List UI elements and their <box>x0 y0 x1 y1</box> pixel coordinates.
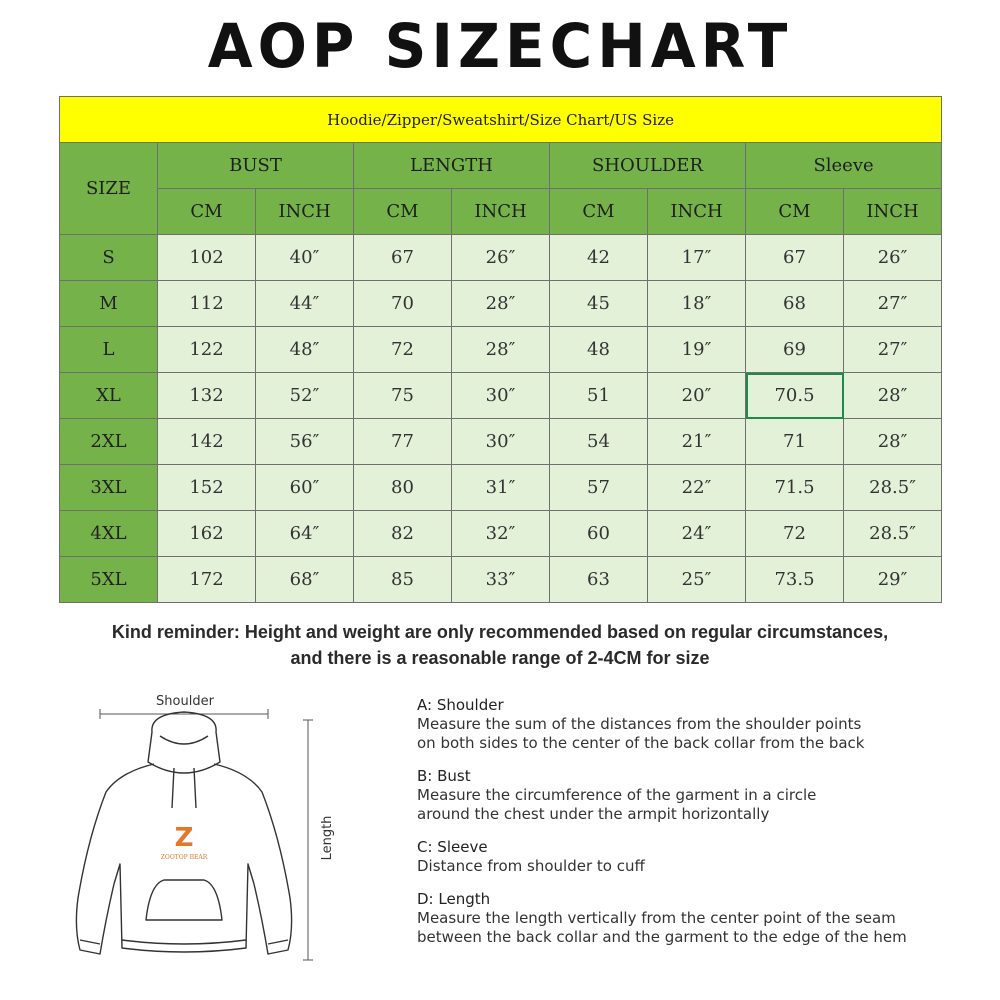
measure-description: Measure the length vertically from the center point of the seam between the back collar and the garment to the edge of the hem <box>417 909 907 946</box>
measure-description: Measure the circumference of the garment in a circle around the chest under the armpit horizontally <box>417 786 817 823</box>
size-cell: M <box>60 281 158 327</box>
shoulder-label: Shoulder <box>156 694 214 709</box>
table-cell[interactable]: 44″ <box>256 281 354 327</box>
table-cell[interactable]: 71.5 <box>746 465 844 511</box>
table-cell[interactable]: 32″ <box>452 511 550 557</box>
measure-heading: A: Shoulder <box>417 696 504 714</box>
unit-header: INCH <box>452 189 550 235</box>
length-label: Length <box>320 815 335 861</box>
table-cell[interactable]: 112 <box>158 281 256 327</box>
size-cell: L <box>60 327 158 373</box>
measure-bust <box>417 767 992 824</box>
table-cell[interactable]: 51 <box>550 373 648 419</box>
size-cell: 3XL <box>60 465 158 511</box>
group-header-bust: BUST <box>158 143 354 189</box>
table-cell[interactable]: 24″ <box>648 511 746 557</box>
unit-header: CM <box>746 189 844 235</box>
measure-sleeve <box>417 838 992 876</box>
size-cell: 4XL <box>60 511 158 557</box>
table-banner: Hoodie/Zipper/Sweatshirt/Size Chart/US Size <box>60 97 942 143</box>
table-cell[interactable]: 68″ <box>256 557 354 603</box>
table-row <box>60 465 942 511</box>
table-cell[interactable]: 30″ <box>452 419 550 465</box>
table-cell[interactable]: 30″ <box>452 373 550 419</box>
table-cell[interactable]: 75 <box>354 373 452 419</box>
table-cell[interactable]: 28″ <box>844 373 942 419</box>
table-cell[interactable]: 77 <box>354 419 452 465</box>
table-cell[interactable]: 40″ <box>256 235 354 281</box>
group-header-length: LENGTH <box>354 143 550 189</box>
size-cell: 2XL <box>60 419 158 465</box>
measure-shoulder <box>417 696 992 753</box>
table-cell[interactable]: 142 <box>158 419 256 465</box>
measure-heading: D: Length <box>417 890 491 908</box>
table-cell[interactable]: 28″ <box>844 419 942 465</box>
table-cell[interactable]: 26″ <box>452 235 550 281</box>
table-cell[interactable]: 70.5 <box>746 373 844 419</box>
table-cell[interactable]: 27″ <box>844 281 942 327</box>
table-cell[interactable]: 29″ <box>844 557 942 603</box>
measurement-guide <box>417 696 992 961</box>
unit-header: CM <box>158 189 256 235</box>
table-cell[interactable]: 172 <box>158 557 256 603</box>
table-cell[interactable]: 42 <box>550 235 648 281</box>
table-cell[interactable]: 70 <box>354 281 452 327</box>
table-cell[interactable]: 67 <box>354 235 452 281</box>
table-cell[interactable]: 48″ <box>256 327 354 373</box>
reminder-line-1: Kind reminder: Height and weight are only recommended based on regular circumstances, <box>111 622 889 642</box>
table-cell[interactable]: 21″ <box>648 419 746 465</box>
table-cell[interactable]: 28″ <box>452 281 550 327</box>
table-cell[interactable]: 57 <box>550 465 648 511</box>
measure-heading: B: Bust <box>417 767 471 785</box>
reminder-line-2: and there is a reasonable range of 2-4CM for size <box>290 648 710 668</box>
table-cell[interactable]: 122 <box>158 327 256 373</box>
size-cell: 5XL <box>60 557 158 603</box>
table-cell[interactable]: 69 <box>746 327 844 373</box>
size-cell: S <box>60 235 158 281</box>
measure-length <box>417 890 992 947</box>
kind-reminder <box>0 619 1000 671</box>
table-cell[interactable]: 48 <box>550 327 648 373</box>
table-cell[interactable]: 67 <box>746 235 844 281</box>
shoulder-measure-line <box>100 709 268 719</box>
table-cell[interactable]: 60″ <box>256 465 354 511</box>
table-cell[interactable]: 102 <box>158 235 256 281</box>
unit-header: INCH <box>648 189 746 235</box>
table-cell[interactable]: 20″ <box>648 373 746 419</box>
table-cell[interactable]: 63 <box>550 557 648 603</box>
table-group-header-row <box>60 143 942 189</box>
table-row <box>60 557 942 603</box>
table-cell[interactable]: 162 <box>158 511 256 557</box>
table-cell[interactable]: 27″ <box>844 327 942 373</box>
table-cell[interactable]: 68 <box>746 281 844 327</box>
group-header-sleeve: Sleeve <box>746 143 942 189</box>
table-banner-row <box>60 97 942 143</box>
table-cell[interactable]: 82 <box>354 511 452 557</box>
table-cell[interactable]: 72 <box>354 327 452 373</box>
table-cell[interactable]: 52″ <box>256 373 354 419</box>
table-cell[interactable]: 80 <box>354 465 452 511</box>
unit-header: INCH <box>844 189 942 235</box>
table-cell[interactable]: 71 <box>746 419 844 465</box>
size-cell: XL <box>60 373 158 419</box>
hoodie-diagram <box>60 688 350 978</box>
table-cell[interactable]: 64″ <box>256 511 354 557</box>
table-cell[interactable]: 25″ <box>648 557 746 603</box>
table-unit-header-row <box>60 189 942 235</box>
unit-header: INCH <box>256 189 354 235</box>
size-rows <box>60 235 942 603</box>
size-chart-table <box>59 96 942 603</box>
table-cell[interactable]: 73.5 <box>746 557 844 603</box>
page-title: AOP SIZECHART <box>207 10 793 82</box>
unit-header: CM <box>550 189 648 235</box>
table-cell[interactable]: 85 <box>354 557 452 603</box>
table-cell[interactable]: 45 <box>550 281 648 327</box>
table-cell[interactable]: 132 <box>158 373 256 419</box>
table-cell[interactable]: 26″ <box>844 235 942 281</box>
table-cell[interactable]: 28″ <box>452 327 550 373</box>
table-cell[interactable]: 72 <box>746 511 844 557</box>
measure-heading: C: Sleeve <box>417 838 488 856</box>
table-cell[interactable]: 18″ <box>648 281 746 327</box>
table-cell[interactable]: 152 <box>158 465 256 511</box>
table-cell[interactable]: 28.5″ <box>844 511 942 557</box>
length-measure-line <box>303 720 313 960</box>
group-header-shoulder: SHOULDER <box>550 143 746 189</box>
table-cell[interactable]: 28.5″ <box>844 465 942 511</box>
table-cell[interactable]: 22″ <box>648 465 746 511</box>
table-row <box>60 235 942 281</box>
table-row <box>60 281 942 327</box>
table-cell[interactable]: 60 <box>550 511 648 557</box>
table-row <box>60 327 942 373</box>
size-column-header: SIZE <box>60 143 158 235</box>
table-cell[interactable]: 19″ <box>648 327 746 373</box>
logo-icon: Z <box>174 823 194 853</box>
table-cell[interactable]: 31″ <box>452 465 550 511</box>
measure-description: Measure the sum of the distances from the shoulder points on both sides to the center of the back collar from the back <box>417 715 865 752</box>
table-row <box>60 511 942 557</box>
table-cell[interactable]: 17″ <box>648 235 746 281</box>
logo-text: ZOOTOP BEAR <box>160 854 208 861</box>
measure-description: Distance from shoulder to cuff <box>417 857 645 875</box>
table-cell[interactable]: 56″ <box>256 419 354 465</box>
table-cell[interactable]: 54 <box>550 419 648 465</box>
table-row <box>60 419 942 465</box>
table-row <box>60 373 942 419</box>
unit-header: CM <box>354 189 452 235</box>
table-cell[interactable]: 33″ <box>452 557 550 603</box>
